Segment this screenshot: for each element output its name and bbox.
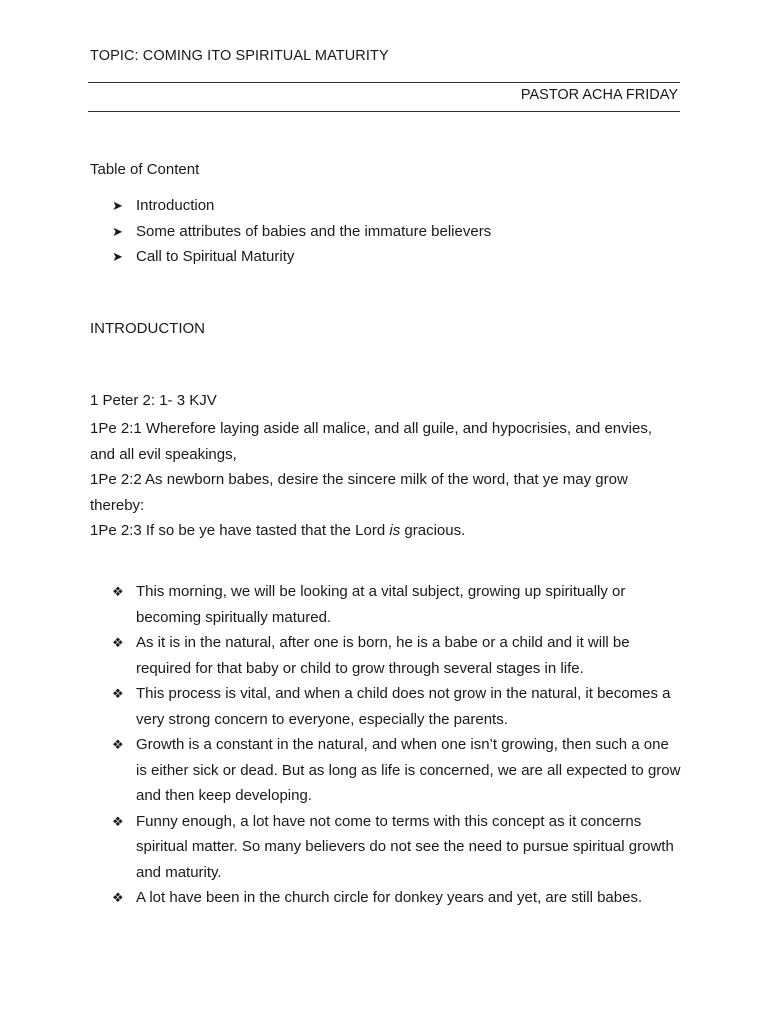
arrowhead-bullet-icon: ➤ <box>112 223 123 239</box>
toc-item-label: Call to Spiritual Maturity <box>136 248 295 265</box>
list-item <box>112 630 682 681</box>
list-item <box>112 885 682 911</box>
point-text: Funny enough, a lot have not come to terms with this concept as it concerns spiritual matter. So many believers do not see the need to pursue spiritual growth and maturity. <box>136 812 674 881</box>
header-top-rule <box>88 82 680 83</box>
point-text: This process is vital, and when a child does not grow in the natural, it becomes a very strong concern to everyone, especially the parents. <box>136 685 671 728</box>
header-bottom-rule <box>88 111 680 112</box>
point-text: This morning, we will be looking at a vital subject, growing up spiritually or becoming spiritually matured. <box>136 583 626 626</box>
introduction-points <box>112 579 682 911</box>
four-diamond-bullet-icon: ❖ <box>112 635 124 650</box>
toc-item <box>112 247 491 273</box>
four-diamond-bullet-icon: ❖ <box>112 584 124 599</box>
four-diamond-bullet-icon: ❖ <box>112 737 124 752</box>
verse-line: 1Pe 2:1 Wherefore laying aside all malice, and all guile, and hypocrisies, and envies, and all evil speakings, <box>90 420 652 463</box>
list-item <box>112 681 682 732</box>
arrowhead-bullet-icon: ➤ <box>112 198 123 213</box>
toc-item <box>112 196 491 222</box>
point-text: Growth is a constant in the natural, and when one isn’t growing, then such a one is either sick or dead. But as long as life is concerned, we are all expected to grow and then keep developing. <box>136 736 681 804</box>
list-item <box>112 732 682 809</box>
toc-list <box>112 196 491 273</box>
four-diamond-bullet-icon: ❖ <box>112 890 124 905</box>
document-topic: TOPIC: COMING ITO SPIRITUAL MATURITY <box>90 48 389 64</box>
arrowhead-bullet-icon: ➤ <box>112 249 123 264</box>
point-text: A lot have been in the church circle for donkey years and yet, are still babes. <box>136 889 643 906</box>
list-item <box>112 579 682 630</box>
verse-line: 1Pe 2:2 As newborn babes, desire the sincere milk of the word, that ye may grow thereby: <box>90 471 628 514</box>
four-diamond-bullet-icon: ❖ <box>112 686 124 701</box>
verse-italic-word: is <box>389 522 401 539</box>
scripture-reference: 1 Peter 2: 1- 3 KJV <box>90 392 217 409</box>
list-item <box>112 809 682 886</box>
toc-title: Table of Content <box>90 161 200 178</box>
point-text: As it is in the natural, after one is born, he is a babe or a child and it will be required for that baby or child to grow through several stages in life. <box>136 634 630 677</box>
four-diamond-bullet-icon: ❖ <box>112 813 124 829</box>
toc-item-label: Introduction <box>136 197 215 214</box>
introduction-heading: INTRODUCTION <box>90 320 205 337</box>
toc-item-label: Some attributes of babies and the immature believers <box>136 222 492 240</box>
verse-line: 1Pe 2:3 If so be ye have tasted that the Lord is gracious. <box>90 522 466 539</box>
document-author: PASTOR ACHA FRIDAY <box>520 87 678 103</box>
toc-item <box>112 222 491 248</box>
scripture-verses <box>90 416 680 544</box>
